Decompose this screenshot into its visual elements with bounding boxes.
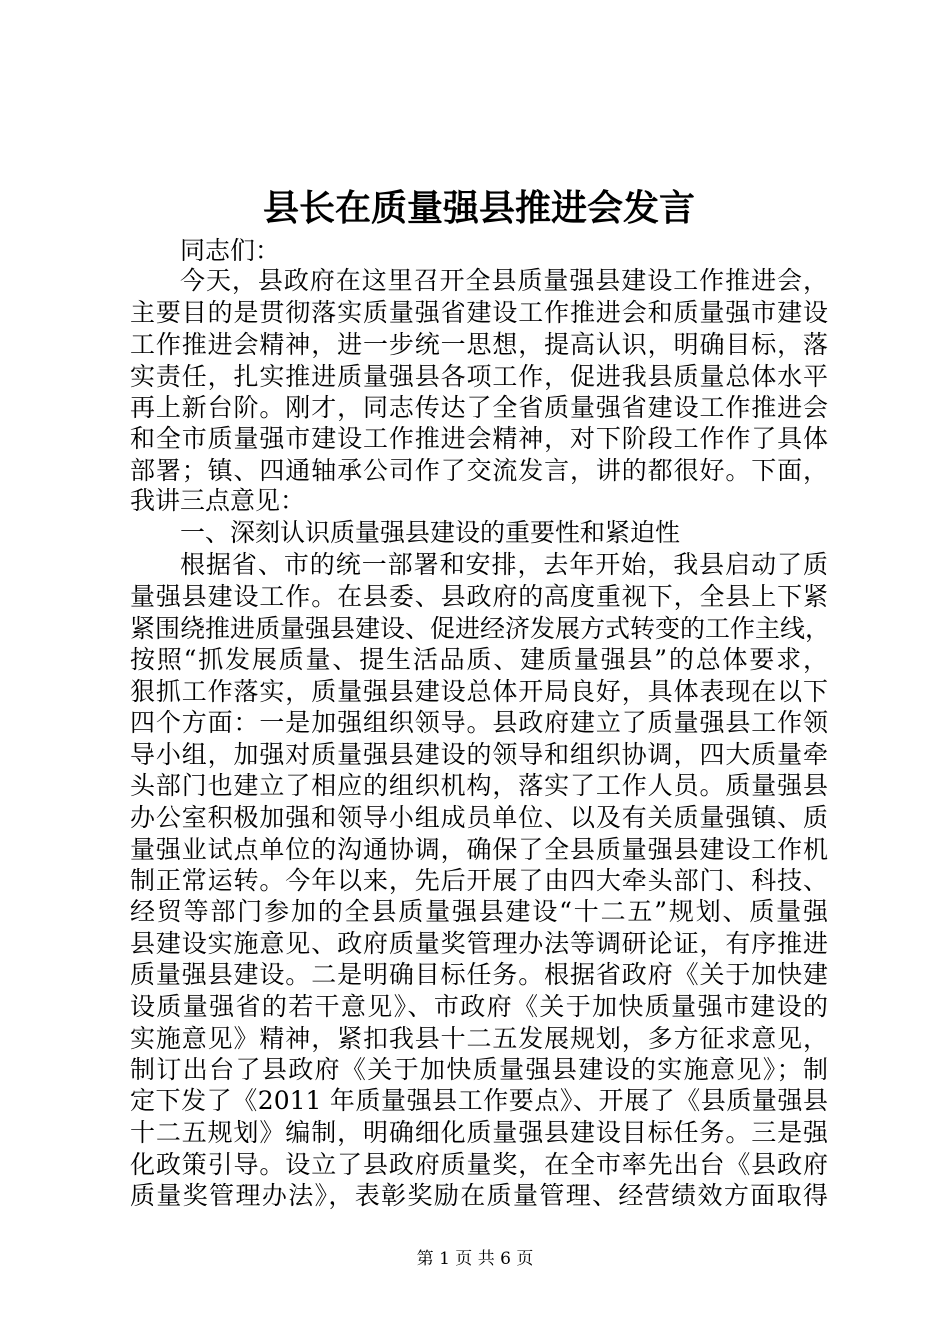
paragraph-line: 今天，县政府在这里召开全县质量强县建设工作推进会， — [180, 266, 828, 295]
paragraph-line: 设质量强省的若干意见》、市政府《关于加快质量强市建设的 — [130, 992, 828, 1021]
paragraph-line: 定下发了《2011 年质量强县工作要点》、开展了《县质量强县 — [130, 1086, 828, 1115]
paragraph-line: 再上新台阶。刚才，同志传达了全省质量强省建设工作推进会 — [130, 393, 828, 422]
paragraph-line: 制正常运转。今年以来，先后开展了由四大牵头部门、科技、 — [130, 866, 828, 895]
paragraph-line: 质量强县建设。二是明确目标任务。根据省政府《关于加快建 — [130, 960, 828, 989]
paragraph-line: 四个方面：一是加强组织领导。县政府建立了质量强县工作领 — [130, 708, 828, 737]
paragraph-line: 质量奖管理办法》，表彰奖励在质量管理、经营绩效方面取得 — [130, 1181, 828, 1210]
section-heading: 一、深刻认识质量强县建设的重要性和紧迫性 — [180, 518, 681, 547]
paragraph-line: 十二五规划》编制，明确细化质量强县建设目标任务。三是强 — [130, 1118, 828, 1147]
paragraph-line: 化政策引导。设立了县政府质量奖，在全市率先出台《县政府 — [130, 1150, 828, 1179]
page-number-footer: 第 1 页 共 6 页 — [416, 1249, 534, 1269]
paragraph-line: 县建设实施意见、政府质量奖管理办法等调研论证，有序推进 — [130, 929, 828, 958]
document-title: 县长在质量强县推进会发言 — [262, 187, 695, 229]
paragraph-line: 实责任，扎实推进质量强县各项工作，促进我县质量总体水平 — [130, 362, 828, 391]
paragraph-line: 实施意见》精神，紧扣我县十二五发展规划，多方征求意见， — [130, 1024, 828, 1053]
paragraph-line: 紧围绕推进质量强县建设、促进经济发展方式转变的工作主线， — [130, 614, 831, 643]
paragraph-line: 狠抓工作落实，质量强县建设总体开局良好，具体表现在以下 — [130, 677, 828, 706]
paragraph-line: 和全市质量强市建设工作推进会精神，对下阶段工作作了具体 — [130, 424, 828, 453]
paragraph-line: 工作推进会精神，进一步统一思想，提高认识，明确目标，落 — [130, 330, 828, 359]
paragraph-line: 头部门也建立了相应的组织机构，落实了工作人员。质量强县 — [130, 771, 828, 800]
paragraph-line: 部署；镇、四通轴承公司作了交流发言，讲的都很好。下面， — [130, 456, 828, 485]
paragraph-line: 导小组，加强对质量强县建设的领导和组织协调，四大质量牵 — [130, 740, 828, 769]
salutation: 同志们： — [180, 236, 281, 265]
paragraph-line: 经贸等部门参加的全县质量强县建设“十二五”规划、质量强 — [130, 897, 828, 926]
paragraph-line: 主要目的是贯彻落实质量强省建设工作推进会和质量强市建设 — [130, 298, 828, 327]
paragraph-line: 办公室积极加强和领导小组成员单位、以及有关质量强镇、质 — [130, 803, 828, 832]
paragraph-line: 根据省、市的统一部署和安排，去年开始，我县启动了质 — [180, 550, 828, 579]
paragraph-line: 我讲三点意见： — [130, 486, 306, 515]
paragraph-line: 按照“抓发展质量、提生活品质、建质量强县”的总体要求， — [130, 645, 828, 674]
paragraph-line: 量强县建设工作。在县委、县政府的高度重视下，全县上下紧 — [130, 582, 828, 611]
paragraph-line: 量强业试点单位的沟通协调，确保了全县质量强县建设工作机 — [130, 835, 828, 864]
paragraph-line: 制订出台了县政府《关于加快质量强县建设的实施意见》；制 — [130, 1055, 828, 1084]
